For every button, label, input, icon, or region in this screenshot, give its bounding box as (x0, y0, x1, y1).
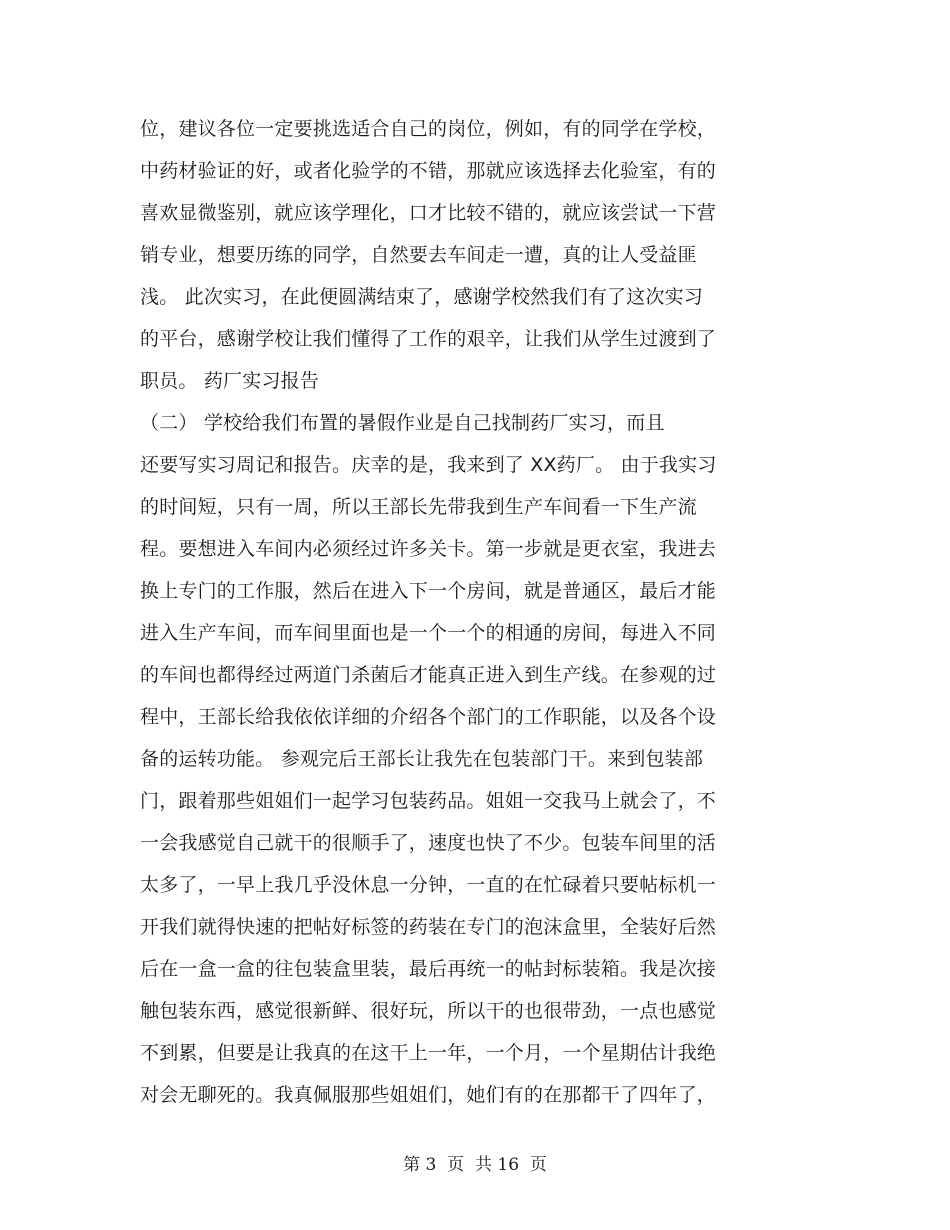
text-line: 中药材验证的好，或者化验学的不错，那就应该选择去化验室，有的 (140, 160, 717, 182)
page-number-footer: 第 3 页 共 16 页 (403, 1155, 547, 1175)
text-line: 触包装东西，感觉很新鲜、很好玩，所以干的也很带劲，一点也感觉 (140, 1000, 717, 1022)
text-line: （二） 学校给我们布置的暑假作业是自己找制药厂实习，而且 (140, 412, 665, 434)
text-line: 职员。 药厂实习报告 (140, 370, 320, 392)
text-line: 的时间短，只有一周，所以王部长先带我到生产车间看一下生产流 (140, 496, 697, 518)
text-line: 的平台，感谢学校让我们懂得了工作的艰辛，让我们从学生过渡到了 (140, 328, 717, 350)
text-line: 开我们就得快速的把帖好标签的药装在专门的泡沫盒里，全装好后然 (140, 916, 717, 938)
text-line: 不到累，但要是让我真的在这干上一年，一个月，一个星期估计我绝 (140, 1042, 717, 1064)
text-line: 后在一盒一盒的往包装盒里装，最后再统一的帖封标装箱。我是次接 (140, 958, 717, 980)
text-line: 太多了，一早上我几乎没休息一分钟，一直的在忙碌着只要帖标机一 (140, 874, 717, 896)
text-line: 还要写实习周记和报告。庆幸的是，我来到了 XX药厂。 由于我实习 (140, 454, 717, 476)
text-line: 喜欢显微鉴别，就应该学理化，口才比较不错的，就应该尝试一下营 (140, 202, 717, 224)
text-line: 换上专门的工作服，然后在进入下一个房间，就是普通区，最后才能 (140, 580, 717, 602)
text-line: 门，跟着那些姐姐们一起学习包装药品。姐姐一交我马上就会了，不 (140, 790, 717, 812)
body-text (140, 108, 840, 1116)
text-line: 备的运转功能。 参观完后王部长让我先在包装部门干。来到包装部 (140, 748, 704, 770)
text-line: 销专业，想要历练的同学，自然要去车间走一遭，真的让人受益匪 (140, 244, 697, 266)
text-line: 的车间也都得经过两道门杀菌后才能真正进入到生产线。在参观的过 (140, 664, 717, 686)
text-line: 程。要想进入车间内必须经过许多关卡。第一步就是更衣室，我进去 (140, 538, 717, 560)
text-line: 位，建议各位一定要挑选适合自己的岗位，例如，有的同学在学校， (140, 118, 717, 140)
text-line: 对会无聊死的。我真佩服那些姐姐们，她们有的在那都干了四年了， (140, 1084, 717, 1106)
text-line: 程中，王部长给我依依详细的介绍各个部门的工作职能，以及各个设 (140, 706, 717, 728)
text-line: 浅。 此次实习，在此便圆满结束了，感谢学校然我们有了这次实习 (140, 286, 704, 308)
text-line: 进入生产车间，而车间里面也是一个一个的相通的房间，每进入不同 (140, 622, 717, 644)
text-line: 一会我感觉自己就干的很顺手了，速度也快了不少。包装车间里的活 (140, 832, 717, 854)
